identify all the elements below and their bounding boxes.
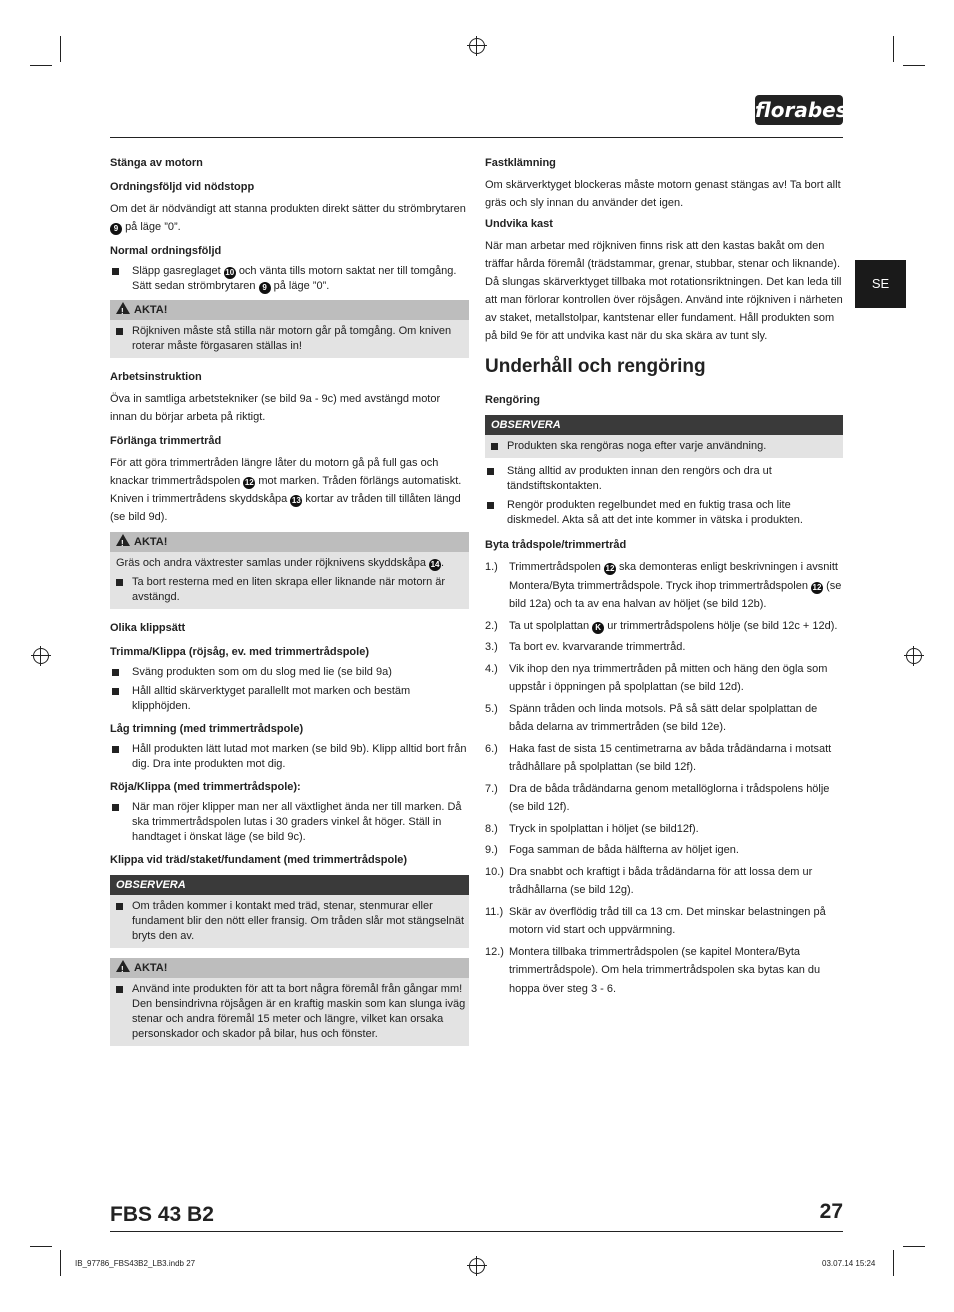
paragraph: Om det är nödvändigt att stanna produkten direkt sätter du strömbrytaren 9 på läge ”0”. <box>110 203 466 233</box>
note-box <box>485 415 843 458</box>
heading: Trimma/Klippa (röjsåg, ev. med trimmertrådspole) <box>110 646 369 658</box>
heading: Fastklämning <box>485 157 556 169</box>
heading: Klippa vid träd/staket/fundament (med trimmertrådspole) <box>110 854 408 866</box>
warning-header: !AKTA! <box>110 958 469 978</box>
paragraph: Öva in samtliga arbetstekniker (se bild 9a - 9c) med avstängd motor innan du börjar arbeta på riktigt. <box>110 393 441 423</box>
crop-mark <box>60 36 61 62</box>
list-item: Röjkniven måste stå stilla när motorn går på tomgång. Om kniven roterar måste förgasaren ställas in! <box>110 324 469 354</box>
section-title: Underhåll och rengöring <box>485 356 706 377</box>
registration-mark-icon <box>33 648 49 664</box>
heading: Undvika kast <box>485 218 553 230</box>
heading: Byta trådspole/trimmertråd <box>485 539 627 551</box>
warning-icon <box>116 302 130 314</box>
warning-box <box>110 300 469 358</box>
list-item: Använd inte produkten för att ta bort några föremål från gångar mm! Den bensindrivna röjsågen är en kraftig maskin som kan slunga iväg stenar och andra föremål 15 meter och längre, vilket kan orsaka personskador och skador på bilar, hus och fönster. <box>110 982 469 1042</box>
ref-number-icon: 10 <box>225 268 235 277</box>
list-item: 5.) Spänn tråden och linda motsols. På så sätt delar spolplattan de båda delarna av trimmertråden (se bild 12e). <box>485 702 818 733</box>
warning-box <box>110 532 469 609</box>
paragraph: Gräs och andra växtrester samlas under röjknivens skyddskåpa 14 . <box>116 557 445 569</box>
heading: Röja/Klippa (med trimmertrådspole): <box>110 781 301 793</box>
list-item: 3.) Ta bort ev. kvarvarande trimmertråd. <box>485 641 686 653</box>
print-slug-left: IB_97786_FBS43B2_LB3.indb 27 <box>75 1259 196 1268</box>
note-header: OBSERVERA <box>110 875 469 895</box>
list-item: Ta bort resterna med en liten skrapa eller liknande när motorn är avstängd. <box>110 575 469 605</box>
paragraph: För att göra trimmertråden längre låter du motorn gå på full gas och knackar trimmertrådspolen 12 mot marken. Tråden förlängs automatiskt. Kniven i trimmertrådens skyddskåpa 13 kortar av tråden till tillåten längd (se bild 9d). <box>110 457 462 523</box>
note-box <box>110 875 469 948</box>
ref-number-icon: 12 <box>244 478 254 487</box>
page-number: 27 <box>819 1200 843 1223</box>
ref-number-icon: 12 <box>812 582 822 592</box>
registration-mark-icon <box>469 38 485 54</box>
list-item: Om tråden kommer i kontakt med träd, stenar, stenmurar eller fundament blir den nött eller fransig. Om tråden slår mot stängselnät bryts den av. <box>110 899 469 944</box>
list-item: 9.) Foga samman de båda hälfterna av höljet igen. <box>485 844 739 856</box>
header-rule <box>110 137 843 138</box>
left-column <box>110 152 469 1056</box>
list-item: 1.) Trimmertrådspolen 12 ska demonteras enligt beskrivningen i avsnitt Montera/Byta trimmertrådspole. Tryck ihop trimmertrådspolen 12 (se bild 12a) och ta av ena halvan av höljet (se bild 12b). <box>485 561 842 610</box>
ref-number-icon: 12 <box>605 564 615 573</box>
list-item: Sväng produkten som om du slog med lie (se bild 9a) <box>110 665 469 680</box>
crop-mark <box>30 65 52 66</box>
warning-box <box>110 958 469 1046</box>
ref-number-icon: 9 <box>110 223 122 235</box>
warning-header: !AKTA! <box>110 300 469 320</box>
footer-rule <box>110 1231 843 1232</box>
list-item: 6.) Haka fast de sista 15 centimetrarna av båda trådändarna i motsatt trådhållare på spolplattan (se bild 12f). <box>485 742 832 773</box>
language-tab: SE <box>855 260 906 308</box>
heading: Stänga av motorn <box>110 157 203 169</box>
list-item: 2.) Ta ut spolplattan K ur trimmertrådspolens hölje (se bild 12c + 12d). <box>485 619 838 632</box>
list-item: Håll alltid skärverktyget parallellt mot marken och bestäm klipphöjden. <box>110 684 469 714</box>
paragraph: När man arbetar med röjkniven finns risk att den kastas bakåt om den träffar hårda föremål (trädstammar, grenar, stubbar, stenar och liknande). Då slungas skärverktyget tillbaka mot rotationsriktningen. Det kan leda till att man förlorar kontrollen över röjsågen. Använd inte röjkniven i närheten av staket, metallstolpar, kantstenar eller fundament. Håll produkten som på bild 9e för att undvika kast när du ska skära av tunt sly. <box>485 240 843 342</box>
paragraph: Om skärverktyget blockeras måste motorn genast stängas av! Ta bort allt gräs och sly innan du använder det igen. <box>485 179 841 209</box>
ref-number-icon: 14 <box>430 560 440 569</box>
crop-mark <box>893 36 894 62</box>
heading: Olika klippsätt <box>110 622 186 634</box>
list-item: Håll produkten lätt lutad mot marken (se bild 9b). Klipp alltid bort från dig. Dra inte produkten mot dig. <box>110 742 469 772</box>
warning-icon <box>116 534 130 546</box>
list-item: 8.) Tryck in spolplattan i höljet (se bild12f). <box>485 822 699 835</box>
list-item: 12.) Montera tillbaka trimmertrådspolen (se kapitel Montera/Byta trimmertrådspole). Om hela trimmertrådspolen ska bytas kan du hoppa över steg 3 - 6. <box>485 945 821 995</box>
list-item: Släpp gasreglaget 10 och vänta tills motorn saktat ner till tomgång. Sätt sedan strömbrytaren 9 på läge ”0”. <box>110 264 469 294</box>
list-item: 7.) Dra de båda trådändarna genom metallöglorna i trådspolens hölje (se bild 12f). <box>485 782 830 813</box>
registration-mark-icon <box>906 648 922 664</box>
heading: Arbetsinstruktion <box>110 371 202 383</box>
crop-mark <box>893 1250 894 1276</box>
print-slug-right: 03.07.14 15:24 <box>822 1259 876 1268</box>
registration-mark-icon <box>469 1258 485 1274</box>
list-item: Stäng alltid av produkten innan den rengörs och dra ut tändstiftskontakten. <box>485 464 843 494</box>
heading: Låg trimning (med trimmertrådspole) <box>110 723 304 735</box>
list-item: När man röjer klipper man ner all växtlighet ända ner till marken. Då ska trimmertrådspolen lutas i 30 graders vinkel åt höger. Ställ in handtaget i önskat läge (se bild 9c). <box>110 800 469 845</box>
crop-mark <box>60 1250 61 1276</box>
warning-header: !AKTA! <box>110 532 469 552</box>
ref-number-icon: 9 <box>259 282 271 294</box>
ref-letter-icon: K <box>592 622 604 634</box>
heading: Ordningsföljd vid nödstopp <box>110 181 255 193</box>
right-column <box>485 152 843 1001</box>
heading: Förlänga trimmertråd <box>110 435 222 447</box>
heading: Normal ordningsföljd <box>110 245 222 257</box>
list-item: Produkten ska rengöras noga efter varje användning. <box>485 439 843 454</box>
note-header: OBSERVERA <box>485 415 843 435</box>
crop-mark <box>903 1246 925 1247</box>
model-name: FBS 43 B2 <box>110 1203 214 1226</box>
steps-list <box>485 558 843 998</box>
list-item: 10.) Dra snabbt och kraftigt i båda trådändarna för att lossa dem ur trådhållarna (se bild 12g). <box>485 865 813 896</box>
list-item: 11.) Skär av överflödig tråd till ca 13 cm. Det minskar belastningen på motorn vid start och uppvärmning. <box>485 905 826 936</box>
list-item: 4.) Vik ihop den nya trimmertråden på mitten och häng den ögla som uppstår i öppningen på spolplattan (se bild 12d). <box>485 662 828 693</box>
warning-icon <box>116 960 130 972</box>
crop-mark <box>30 1246 52 1247</box>
heading: Rengöring <box>485 394 540 406</box>
ref-number-icon: 13 <box>291 496 301 505</box>
brand-logo: florabest <box>755 95 843 125</box>
list-item: Rengör produkten regelbundet med en fuktig trasa och lite diskmedel. Akta så att det inte kommer in vätska i produkten. <box>485 498 843 528</box>
crop-mark <box>903 65 925 66</box>
